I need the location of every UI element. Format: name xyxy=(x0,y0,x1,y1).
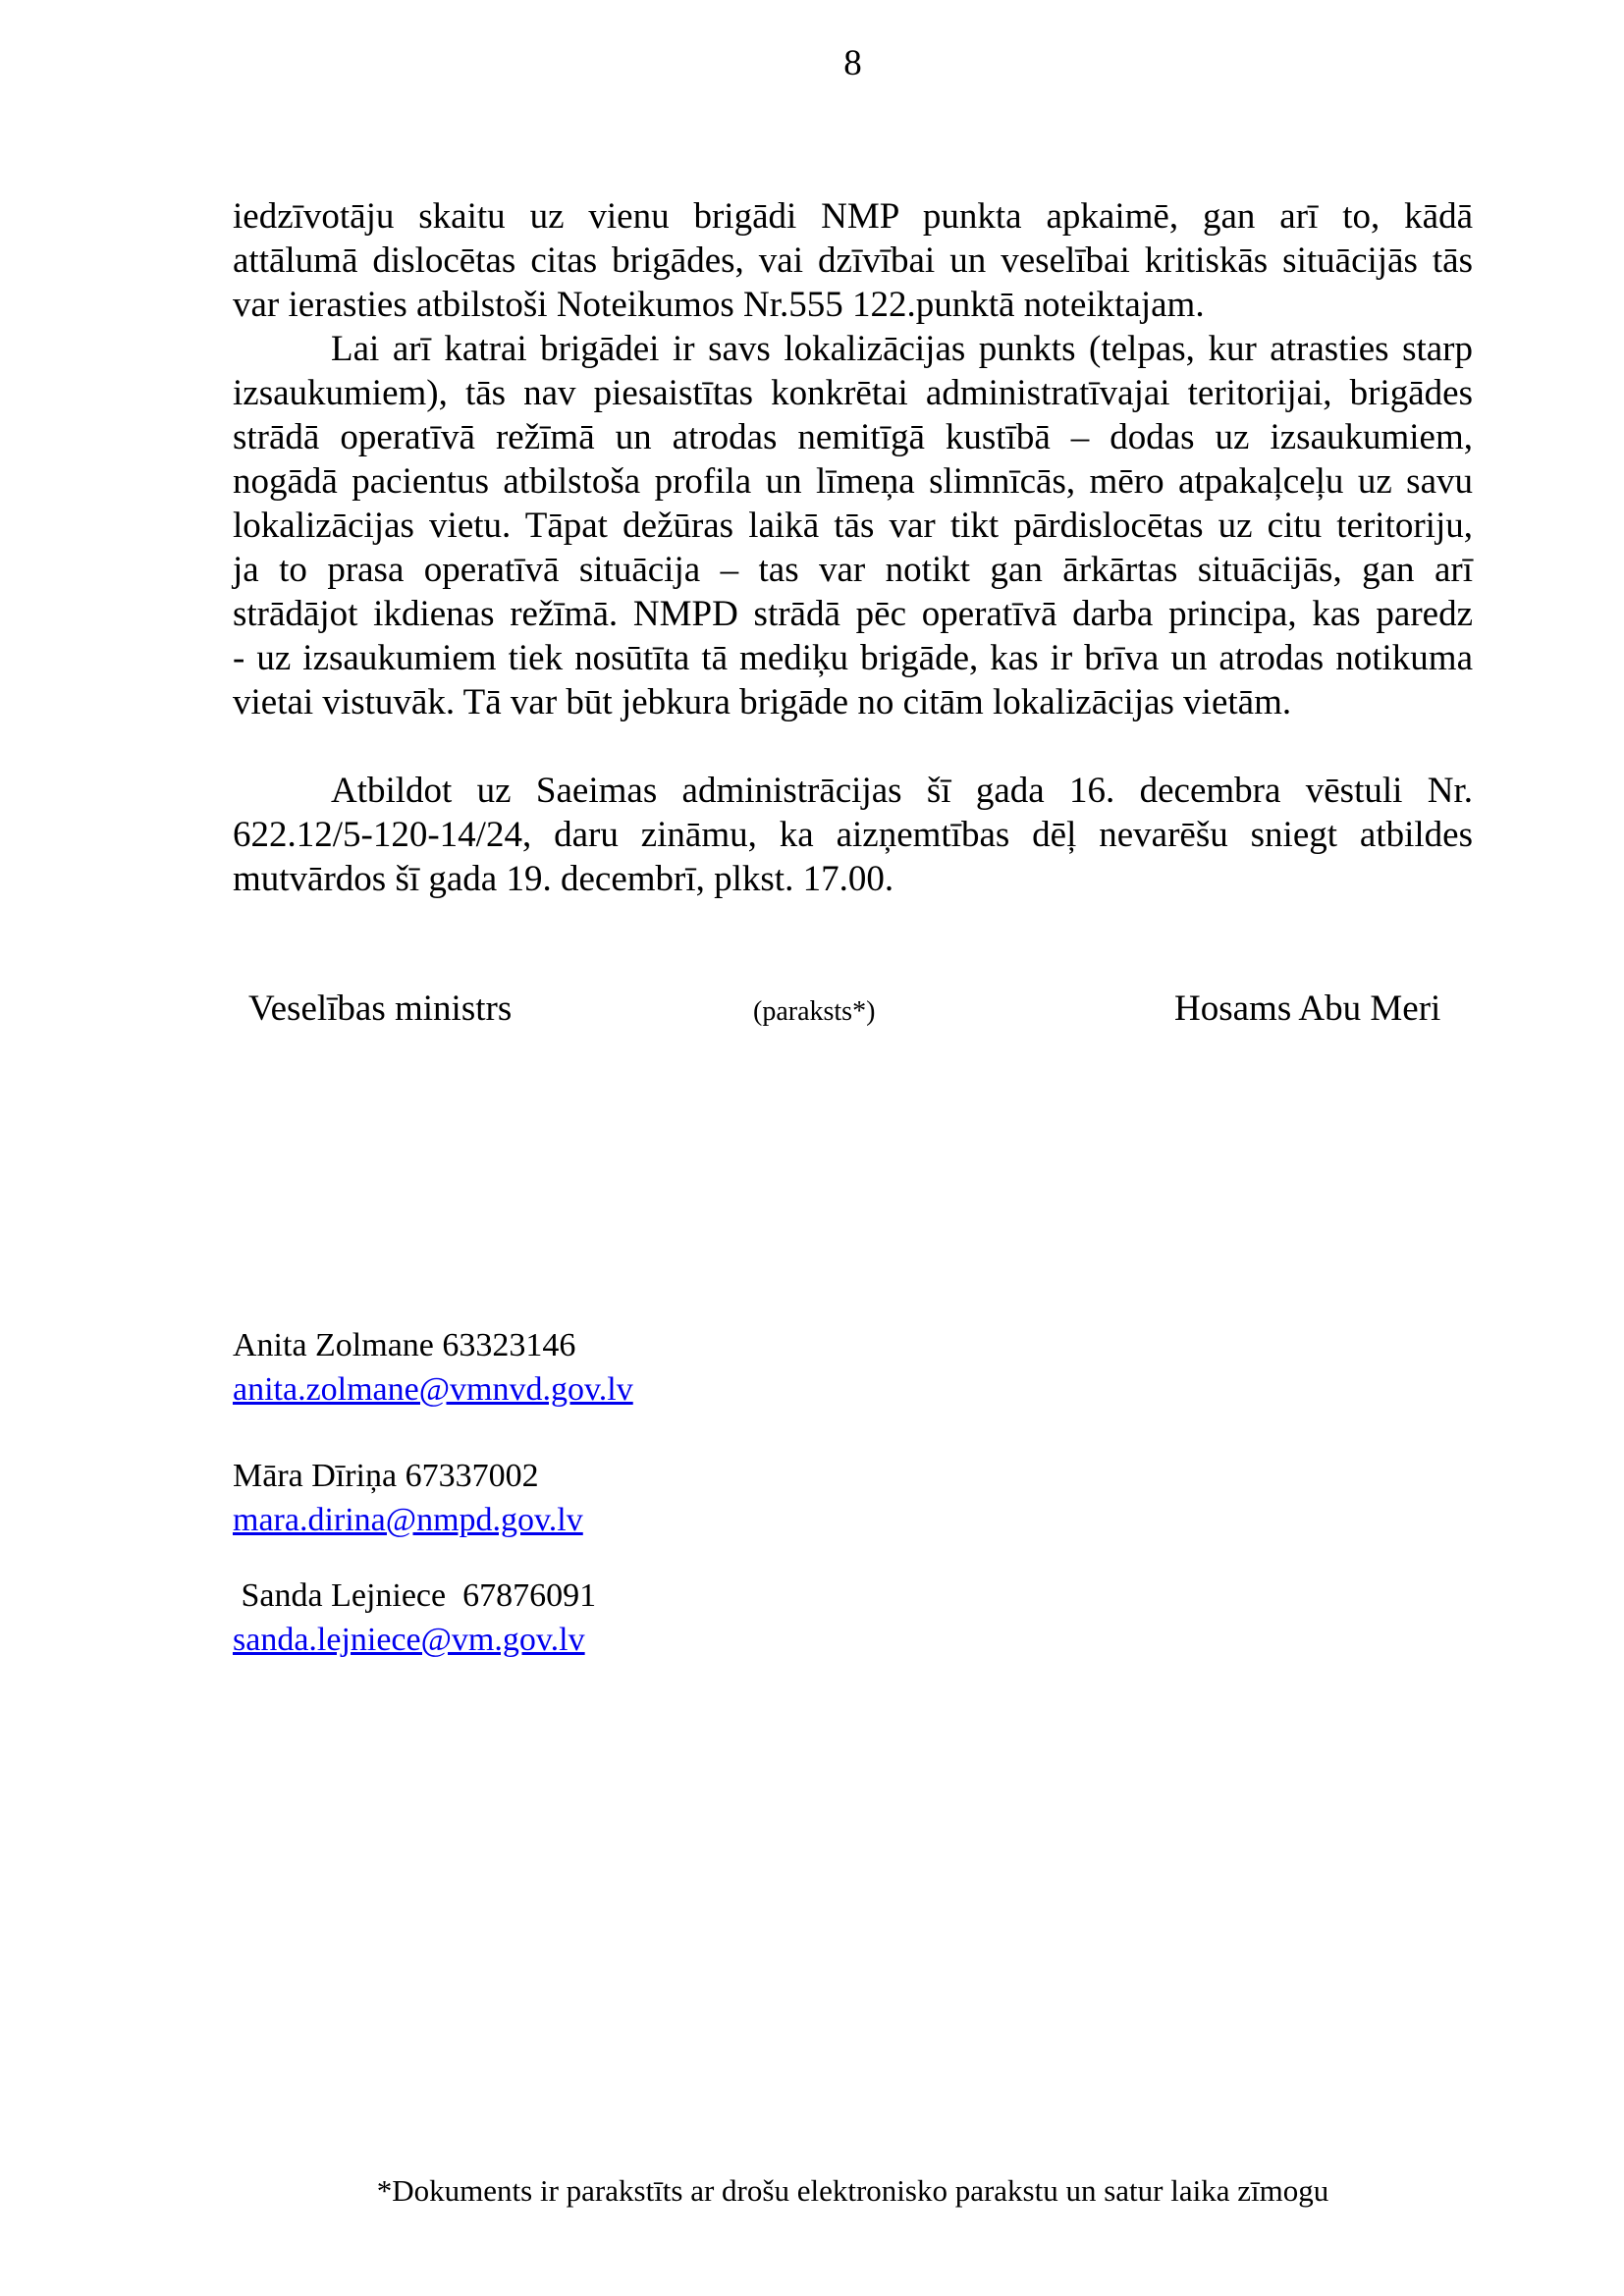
text-line: nogādā pacientus atbilstoša profila un līmeņa slimnīcās, mēro atpakaļceļu uz savu xyxy=(233,461,1473,502)
contact-email-link[interactable]: mara.dirina@nmpd.gov.lv xyxy=(233,1502,583,1538)
text-line: izsaukumiem), tās nav piesaistītas konkrētai administratīvajai teritorijai, brigādes xyxy=(233,373,1473,413)
text-line: iedzīvotāju skaitu uz vienu brigādi NMP punkta apkaimē, gan arī to, kādā xyxy=(233,196,1473,237)
signature-validity-footnote: *Dokuments ir parakstīts ar drošu elektronisko parakstu un satur laika zīmogu xyxy=(376,2173,1329,2208)
body-text-block-2 xyxy=(233,769,1473,901)
page-number: 8 xyxy=(843,43,862,83)
contact-name: Anita Zolmane 63323146 xyxy=(233,1327,576,1363)
text-line: Atbildot uz Saeimas administrācijas šī gada 16. decembra vēstuli Nr. xyxy=(331,771,1473,811)
text-line: mutvārdos šī gada 19. decembrī, plkst. 17.00. xyxy=(233,859,894,899)
body-text-block-1 xyxy=(233,194,1473,724)
paragraph-1 xyxy=(233,194,1473,327)
text-line: ja to prasa operatīvā situācija – tas var notikt gan ārkārtas situācijās, gan arī xyxy=(233,550,1473,590)
text-line: 622.12/5-120-14/24, daru zināmu, ka aizņemtības dēļ nevarēšu sniegt atbildes xyxy=(233,815,1473,855)
text-line: var ierasties atbilstoši Noteikumos Nr.555 122.punktā noteiktajam. xyxy=(233,285,1205,325)
signature-name: Hosams Abu Meri xyxy=(1174,988,1441,1029)
contact-name: Sanda Lejniece 67876091 xyxy=(233,1577,597,1614)
text-line: vietai vistuvāk. Tā var būt jebkura brigāde no citām lokalizācijas vietām. xyxy=(233,682,1292,722)
text-line: strādā operatīvā režīmā un atrodas nemitīgā kustībā – dodas uz izsaukumiem, xyxy=(233,417,1473,457)
contact-block xyxy=(233,1454,1116,1542)
signature-role: Veselības ministrs xyxy=(248,988,513,1029)
text-line: strādājot ikdienas režīmā. NMPD strādā pēc operatīvā darba principa, kas paredz xyxy=(233,594,1473,634)
text-line: Lai arī katrai brigādei ir savs lokalizācijas punkts (telpas, kur atrasties starp xyxy=(331,329,1473,369)
contact-name: Māra Dīriņa 67337002 xyxy=(233,1458,539,1494)
paragraph-2 xyxy=(233,327,1473,724)
contact-email-link[interactable]: sanda.lejniece@vm.gov.lv xyxy=(233,1622,585,1658)
contact-block xyxy=(233,1323,1116,1412)
signature-paraksts-note: (paraksts*) xyxy=(753,996,876,1027)
text-line: - uz izsaukumiem tiek nosūtīta tā mediķu brigāde, kas ir brīva un atrodas notikuma xyxy=(233,638,1473,678)
contact-block xyxy=(233,1574,1116,1662)
paragraph-3 xyxy=(233,769,1473,901)
contact-email-link[interactable]: anita.zolmane@vmnvd.gov.lv xyxy=(233,1371,633,1408)
text-line: lokalizācijas vietu. Tāpat dežūras laikā tās var tikt pārdislocētas uz citu teritoriju, xyxy=(233,506,1473,546)
text-line: attālumā dislocētas citas brigādes, vai dzīvībai un veselībai kritiskās situācijās tās xyxy=(233,240,1473,281)
